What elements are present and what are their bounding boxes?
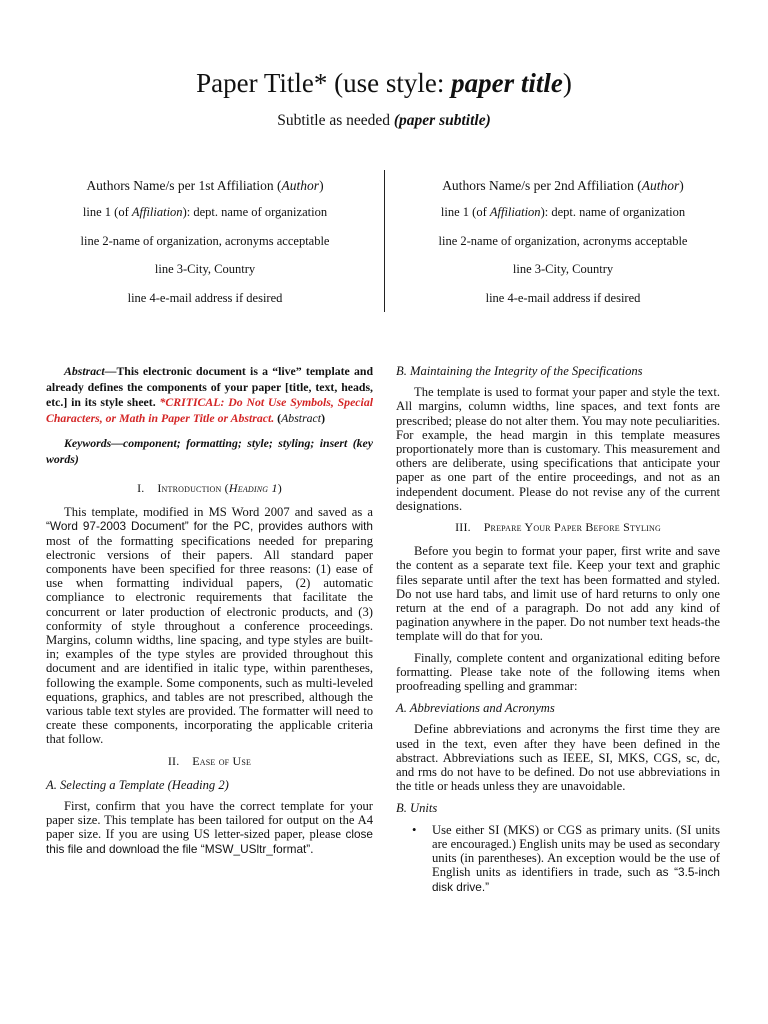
- units-list: [396, 823, 720, 894]
- subsection-heading-selecting-template: A. Selecting a Template (Heading 2): [46, 777, 229, 792]
- abstract: Abstract—This electronic document is a “live” template and already defines the components of your paper [title, text, heads, etc.] in its style sheet. *CRITICAL: Do Not Use Symbols, Special Characters, or Math in Paper Title or Abstract. (Abstract): [46, 364, 374, 425]
- keywords: Keywords—component; formatting; style; styling; insert (key words): [46, 436, 373, 466]
- author-name: Authors Name/s per 2nd Affiliation (Author): [442, 178, 684, 193]
- bullet-icon: •: [412, 822, 417, 837]
- subsection-heading-maintaining-integrity: B. Maintaining the Integrity of the Specifications: [396, 364, 643, 378]
- affiliation-line-4: line 4-e-mail address if desired: [127, 290, 283, 305]
- left-column: [46, 364, 373, 863]
- affiliation-line-1: line 1 (of Affiliation): dept. name of organization: [82, 205, 328, 219]
- section-heading-introduction: I. Introduction (Heading 1): [137, 481, 282, 495]
- author-name: Authors Name/s per 1st Affiliation (Author): [86, 178, 324, 193]
- paper-subtitle: Subtitle as needed (paper subtitle): [277, 112, 491, 129]
- affiliation-line-1: line 1 (of Affiliation): dept. name of organization: [440, 205, 686, 219]
- subsection-heading-units: B. Units: [396, 801, 438, 816]
- section-heading-ease-of-use: II. Ease of Use: [167, 753, 252, 768]
- list-item: • Use either SI (MKS) or CGS as primary units. (SI units are encouraged.) English units may be used as secondary units (in parentheses). An exception would be the use of English units as identifiers in trade, such as “3.5-inch disk drive.”: [412, 822, 720, 894]
- affiliation-line-3: line 3-City, Country: [154, 262, 256, 276]
- author-divider: [384, 170, 385, 312]
- section-heading-prepare-paper: III. Prepare Your Paper Before Styling: [455, 520, 661, 535]
- affiliation-line-3: line 3-City, Country: [512, 262, 614, 276]
- author-block-1: [40, 176, 370, 312]
- affiliation-line-2: line 2-name of organization, acronyms acceptable: [438, 233, 688, 248]
- affiliation-line-2: line 2-name of organization, acronyms acceptable: [80, 233, 330, 248]
- right-column: [396, 364, 720, 894]
- subsection-heading-abbreviations: A. Abbreviations and Acronyms: [396, 701, 555, 716]
- prepare-paper-paragraph-1: Before you begin to format your paper, first write and save the content as a separate text file. Keep your text and graphic files separate until after the text has been formatted and styled. Do not use hard tabs, and limit use of hard returns to only one return at the end of a paragraph. Do not add any kind of pagination anywhere in the paper. Do not number text heads-the template will do that for you.: [396, 544, 720, 644]
- prepare-paper-paragraph-2: Finally, complete content and organizational editing before formatting. Please take note of the following items when proofreading spelling and grammar:: [396, 650, 720, 694]
- author-block-2: [398, 176, 728, 312]
- maintaining-integrity-paragraph: The template is used to format your paper and style the text. All margins, column widths, line spaces, and text fonts are prescribed; please do not alter them. You may note peculiarities. For example, the head margin in this template measures proportionately more than is customary. This measurement and others are deliberate, using specifications that anticipate your paper as one part of the entire proceedings, and not as an independent document. Please do not revise any of the current designations.: [396, 385, 720, 513]
- selecting-template-paragraph: First, confirm that you have the correct template for your paper size. This template has been tailored for output on the A4 paper size. If you are using US letter-sized paper, please close this file and download the file “MSW_USltr_format”.: [46, 799, 373, 856]
- intro-paragraph: This template, modified in MS Word 2007 and saved as a “Word 97-2003 Document” for the PC, provides authors with most of the formatting specifications needed for preparing electronic versions of their papers. All standard paper components have been specified for three reasons: (1) ease of use when formatting individual papers, (2) automatic compliance to electronic requirements that facilitate the concurrent or later production of electronic products, and (3) conformity of style throughout a conference proceedings. Margins, column widths, line spacing, and type styles are built-in; examples of the type styles are provided throughout this document and are identified in italic type, within parentheses, following the example. Some components, such as multi-leveled equations, graphics, and tables are not prescribed, although the various table text styles are provided. The formatter will need to create these components, incorporating the applicable criteria that follow.: [46, 505, 373, 747]
- affiliation-line-4: line 4-e-mail address if desired: [485, 290, 641, 305]
- abbreviations-paragraph: Define abbreviations and acronyms the first time they are used in the text, even after they have been defined in the abstract. Abbreviations such as IEEE, SI, MKS, CGS, sc, dc, and rms do not have to be defined. Do not use abbreviations in the title or heads unless they are unavoidable.: [396, 722, 720, 794]
- critical-note: *CRITICAL: Do Not Use Symbols, Special Characters, or Math in Paper Title or Abstract.: [46, 395, 374, 425]
- paper-title: Paper Title* (use style: paper title): [196, 68, 572, 98]
